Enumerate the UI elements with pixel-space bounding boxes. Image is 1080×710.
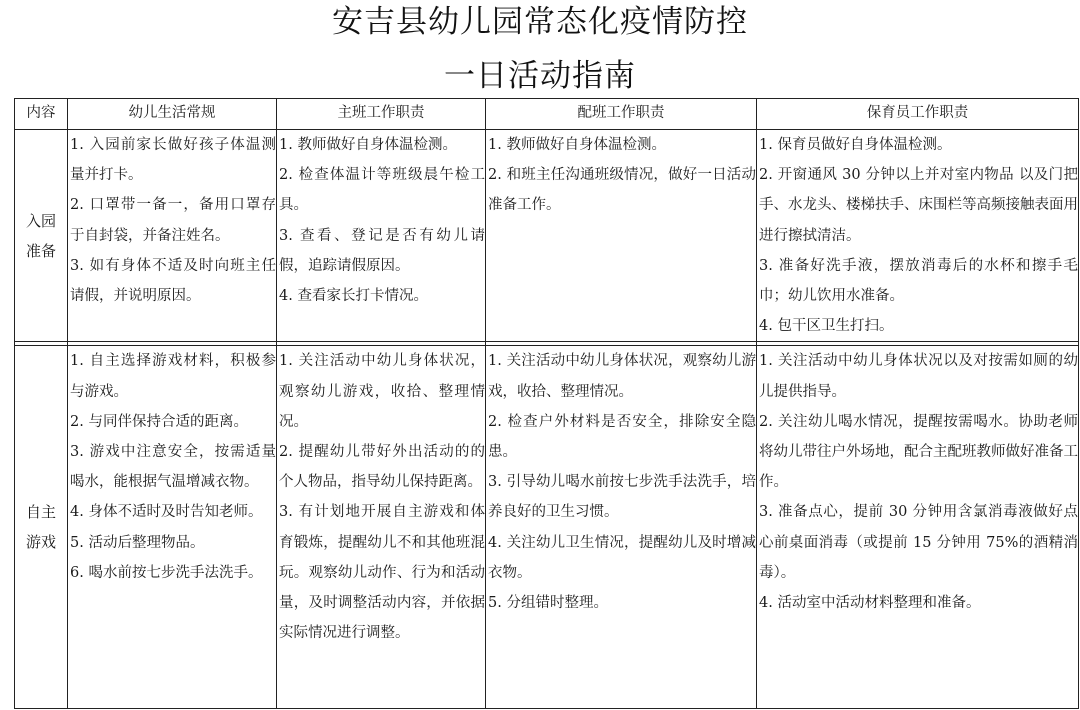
cell-arrival-caregiver: 1. 保育员做好自身体温检测。 2. 开窗通风 30 分钟以上并对室内物品 以及门把手、水龙头、楼梯扶手、床围栏等高频接触表面用进行擦拭清洁。 3. 准备好洗手液，摆放消毒后的水杯和擦手毛巾；幼儿饮用水准备。 4. 包干区卫生打扫。: [757, 130, 1079, 342]
cell-arrival-child-routine: 1. 入园前家长做好孩子体温测量并打卡。 2. 口罩带一备一，备用口罩存于自封袋，并备注姓名。 3. 如有身体不适及时向班主任请假，并说明原因。: [68, 130, 277, 342]
row-label-free-play: 自主 游戏: [15, 346, 68, 709]
header-assistant-teacher: 配班工作职责: [486, 99, 757, 130]
table-header-row: [15, 99, 1079, 130]
table-row: [15, 130, 1079, 342]
cell-play-child-routine: 1. 自主选择游戏材料，积极参与游戏。 2. 与同伴保持合适的距离。 3. 游戏中注意安全，按需适量喝水，能根据气温增减衣物。 4. 身体不适时及时告知老师。 5. 活动后整理物品。 6. 喝水前按七步洗手法洗手。: [68, 346, 277, 709]
cell-arrival-assistant-teacher: 1. 教师做好自身体温检测。 2. 和班主任沟通班级情况，做好一日活动准备工作。: [486, 130, 757, 342]
cell-play-lead-teacher: 1. 关注活动中幼儿身体状况，观察幼儿游戏，收拾、整理情况。 2. 提醒幼儿带好外出活动的的个人物品，指导幼儿保持距离。 3. 有计划地开展自主游戏和体育锻炼，提醒幼儿不和其他班混玩。观察幼儿动作、行为和活动量，及时调整活动内容，并依据实际情况进行调整。: [277, 346, 486, 709]
document-title-line-2: 一日活动指南: [444, 58, 636, 94]
table-row: [15, 346, 1079, 709]
header-child-routine: 幼儿生活常规: [68, 99, 277, 130]
row-label-arrival-prep: 入园 准备: [15, 130, 68, 342]
cell-play-assistant-teacher: 1. 关注活动中幼儿身体状况，观察幼儿游戏，收拾、整理情况。 2. 检查户外材料是否安全，排除安全隐患。 3. 引导幼儿喝水前按七步洗手法洗手，培养良好的卫生习惯。 4. 关注幼儿卫生情况，提醒幼儿及时增减衣物。 5. 分组错时整理。: [486, 346, 757, 709]
cell-arrival-lead-teacher: 1. 教师做好自身体温检测。 2. 检查体温计等班级晨午检工具。 3. 查看、登记是否有幼儿请假，追踪请假原因。 4. 查看家长打卡情况。: [277, 130, 486, 342]
header-content: 内容: [15, 99, 68, 130]
document-title-line-1: 安吉县幼儿园常态化疫情防控: [332, 4, 748, 40]
header-lead-teacher: 主班工作职责: [277, 99, 486, 130]
header-caregiver: 保育员工作职责: [757, 99, 1079, 130]
cell-play-caregiver: 1. 关注活动中幼儿身体状况以及对按需如厕的幼儿提供指导。 2. 关注幼儿喝水情况，提醒按需喝水。协助老师将幼儿带往户外场地，配合主配班教师做好准备工作。 3. 准备点心，提前 30 分钟用含氯消毒液做好点心前桌面消毒（或提前 15 分钟用 75%的酒精消毒）。 4. 活动室中活动材料整理和准备。: [757, 346, 1079, 709]
activity-guide-table: [14, 98, 1079, 709]
